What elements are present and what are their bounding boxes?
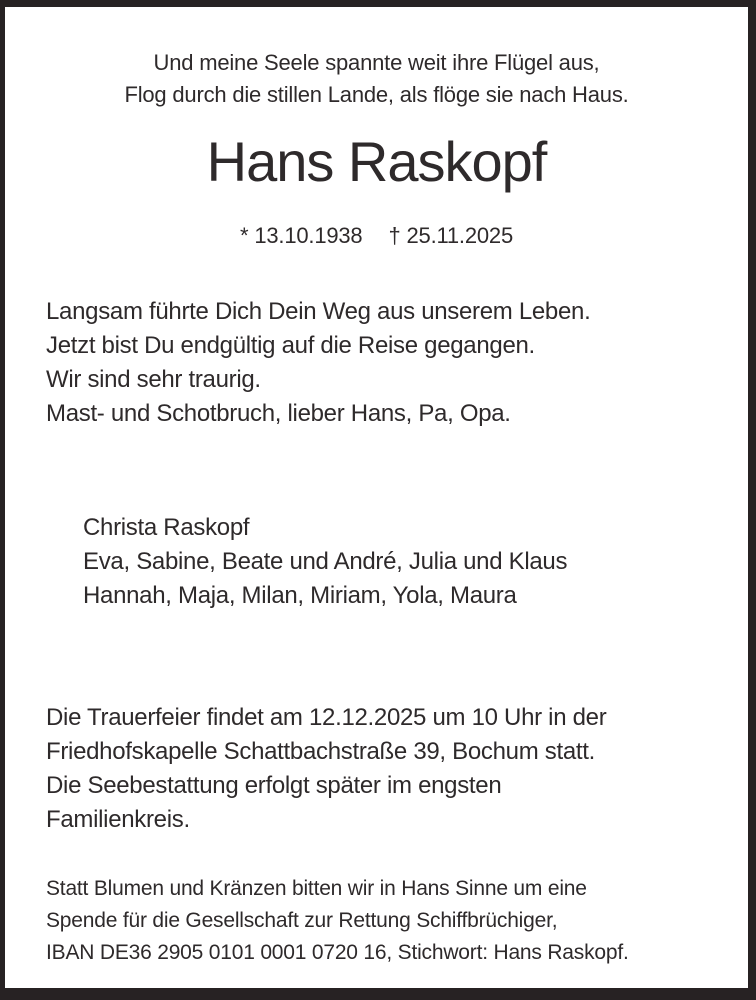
died-cross-icon: † — [388, 223, 401, 248]
verse-line: Flog durch die stillen Lande, als flöge sie nach Haus. — [124, 82, 629, 107]
donation-line: Statt Blumen und Kränzen bitten wir in Hans Sinne um eine — [46, 877, 587, 900]
death-date-value: 25.11.2025 — [406, 223, 513, 248]
mourners-list — [83, 511, 748, 613]
donation-line: Spende für die Gesellschaft zur Rettung Schiffbrüchiger, — [46, 909, 558, 932]
service-info — [46, 701, 748, 837]
donation-info — [46, 873, 748, 969]
deceased-name: Hans Raskopf — [206, 130, 547, 193]
mourner-line: Christa Raskopf — [83, 514, 250, 541]
service-line: Die Seebestattung erfolgt später im engsten — [46, 772, 502, 799]
born-asterisk-icon: * — [239, 223, 249, 248]
birth-date — [240, 221, 362, 251]
donation-line: IBAN DE36 2905 0101 0001 0720 16, Stichwort: Hans Raskopf. — [46, 941, 629, 964]
service-line: Friedhofskapelle Schattbachstraße 39, Bochum statt. — [46, 738, 595, 765]
service-line: Familienkreis. — [46, 806, 190, 833]
birth-date-value: 13.10.1938 — [254, 223, 363, 248]
mourner-line: Eva, Sabine, Beate und André, Julia und Klaus — [83, 548, 568, 575]
farewell-line: Langsam führte Dich Dein Weg aus unserem Leben. — [46, 298, 591, 325]
mourner-line: Hannah, Maja, Milan, Miriam, Yola, Maura — [83, 582, 517, 609]
death-date — [388, 221, 513, 251]
farewell-line: Mast- und Schotbruch, lieber Hans, Pa, Opa. — [46, 400, 511, 427]
service-line: Die Trauerfeier findet am 12.12.2025 um 10 Uhr in der — [46, 704, 607, 731]
life-dates — [5, 221, 748, 251]
farewell-text — [46, 295, 748, 431]
farewell-line: Jetzt bist Du endgültig auf die Reise gegangen. — [46, 332, 535, 359]
opening-verse — [5, 47, 748, 111]
farewell-line: Wir sind sehr traurig. — [46, 366, 261, 393]
verse-line: Und meine Seele spannte weit ihre Flügel aus, — [153, 50, 600, 75]
